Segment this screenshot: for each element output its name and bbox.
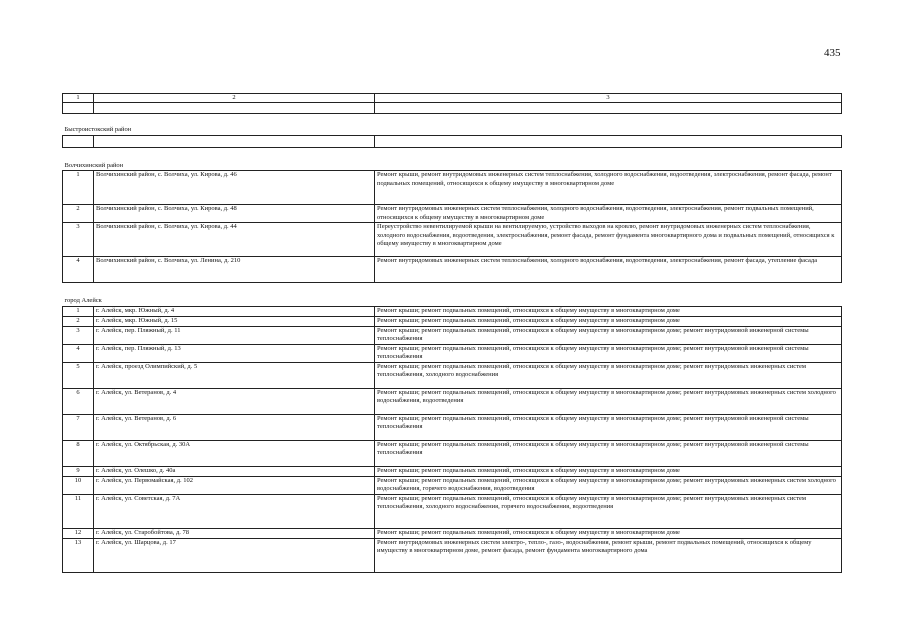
row-number: 7 [63,414,94,440]
row-works: Ремонт крыши; ремонт подвальных помещений, относящихся к общему имуществу в многоквартирном доме; ремонт внутридомовых инженерных систем теплоснабжения, холодного водоснабжения [375,362,842,388]
row-address: г. Алейск, ул. Ветеранов, д. 6 [94,414,375,440]
row-works: Ремонт внутридомовых инженерных систем теплоснабжения, холодного водоснабжения, водоотведения, электроснабжения, ремонт подвальных помещений, относящихся к общему имуществу в многоквартирном доме [375,205,842,223]
table-row [63,476,842,494]
row-works: Ремонт внутридомовых инженерных систем электро-, тепло-, газо-, водоснабжения, ремонт крыши, ремонт подвальных помещений, относящихся к общему имуществу в многоквартирном доме, ремонт фасада, ремонт фундамента многоквартирного дома [375,538,842,572]
row-address: Волчихинский район, с. Волчиха, ул. Ленина, д. 210 [94,257,375,283]
row-number: 3 [63,223,94,257]
table-header-row [63,94,842,103]
section-header-row [63,283,842,306]
row-number: 9 [63,466,94,476]
table-row [63,538,842,572]
section-header-row [63,147,842,170]
spacer-cell [375,103,842,114]
table-row [63,205,842,223]
row-works: Ремонт крыши; ремонт подвальных помещений, относящихся к общему имуществу в многоквартирном доме [375,466,842,476]
row-address: г. Алейск, ул. Старобойтова, д. 78 [94,528,375,538]
row-works: Ремонт крыши; ремонт подвальных помещений, относящихся к общему имуществу в многоквартирном доме; ремонт внутридомовых инженерных систем холодного водоснабжения, водоотведения [375,388,842,414]
row-address: г. Алейск, ул. Олешко, д. 40а [94,466,375,476]
table-row [63,440,842,466]
table-row [63,388,842,414]
row-address: г. Алейск, мкр. Южный, д. 4 [94,306,375,316]
row-number: 2 [63,316,94,326]
empty-row [63,135,842,147]
row-works: Ремонт крыши; ремонт подвальных помещений, относящихся к общему имуществу в многоквартирном доме [375,316,842,326]
row-address: г. Алейск, проезд Олимпийский, д. 5 [94,362,375,388]
row-works: Ремонт крыши; ремонт подвальных помещений, относящихся к общему имуществу в многоквартирном доме [375,306,842,316]
row-number: 5 [63,362,94,388]
row-number: 1 [63,171,94,205]
repair-table [62,93,842,573]
row-number: 8 [63,440,94,466]
empty-cell [63,135,94,147]
row-number: 11 [63,494,94,528]
table-row [63,257,842,283]
row-address: г. Алейск, пер. Пляжный, д. 11 [94,326,375,344]
section-header-row [63,114,842,135]
row-works: Ремонт внутридомовых инженерных систем теплоснабжения, холодного водоснабжения, водоотведения, электроснабжения, ремонт фасада, утепление фасада [375,257,842,283]
row-number: 4 [63,344,94,362]
section-title: Быстроистокский район [63,114,842,135]
table-row [63,362,842,388]
header-col-3: 3 [375,94,842,103]
row-works: Ремонт крыши; ремонт подвальных помещений, относящихся к общему имуществу в многоквартирном доме; ремонт внутридомовых инженерных систем теплоснабжения, холодного водоснабжения, горячего водоснабжения, водоотведения [375,494,842,528]
spacer-cell [63,103,94,114]
table-row [63,494,842,528]
spacer-row [63,103,842,114]
row-address: г. Алейск, мкр. Южный, д. 15 [94,316,375,326]
row-address: г. Алейск, пер. Пляжный, д. 13 [94,344,375,362]
row-works: Ремонт крыши; ремонт подвальных помещений, относящихся к общему имуществу в многоквартирном доме; ремонт внутридомовой инженерной системы теплоснабжения [375,326,842,344]
row-address: г. Алейск, ул. Первомайская, д. 102 [94,476,375,494]
header-col-2: 2 [94,94,375,103]
row-number: 1 [63,306,94,316]
row-works: Ремонт крыши; ремонт подвальных помещений, относящихся к общему имуществу в многоквартирном доме; ремонт внутридомовой инженерной системы теплоснабжения [375,440,842,466]
row-number: 4 [63,257,94,283]
table-row [63,223,842,257]
row-address: Волчихинский район, с. Волчиха, ул. Кирова, д. 44 [94,223,375,257]
table-row [63,171,842,205]
row-works: Ремонт крыши, ремонт внутридомовых инженерных систем теплоснабжения, холодного водоснабжения, водоотведения, электроснабжения, ремонт фасада, ремонт подвальных помещений, относящихся к общему имуществу в многоквартирном доме [375,171,842,205]
table-row [63,316,842,326]
row-works: Переустройство невентилируемой крыши на вентилируемую, устройство выходов на кровлю, ремонт внутридомовых инженерных систем теплоснабжения, холодного водоснабжения, водоотведения, электроснабжения, ремонт фасада, ремонт фундамента многоквартирного дома и подвальных помещений, относящихся к общему имуществу в многоквартирном доме [375,223,842,257]
table-row [63,344,842,362]
table-row [63,466,842,476]
row-address: Волчихинский район, с. Волчиха, ул. Кирова, д. 48 [94,205,375,223]
row-works: Ремонт крыши; ремонт подвальных помещений, относящихся к общему имуществу в многоквартирном доме [375,528,842,538]
row-address: Волчихинский район, с. Волчиха, ул. Кирова, д. 46 [94,171,375,205]
empty-cell [375,135,842,147]
row-address: г. Алейск, ул. Ветеранов, д. 4 [94,388,375,414]
spacer-cell [94,103,375,114]
row-number: 3 [63,326,94,344]
row-address: г. Алейск, ул. Шарцова, д. 17 [94,538,375,572]
section-title: Волчихинский район [63,147,842,170]
row-number: 10 [63,476,94,494]
row-number: 2 [63,205,94,223]
row-number: 12 [63,528,94,538]
page-number: 435 [824,47,841,59]
table-row [63,414,842,440]
row-works: Ремонт крыши; ремонт подвальных помещений, относящихся к общему имуществу в многоквартирном доме; ремонт внутридомовых инженерных систем холодного водоснабжения, горячего водоснабжения, водоотведения [375,476,842,494]
table-row [63,326,842,344]
row-works: Ремонт крыши; ремонт подвальных помещений, относящихся к общему имуществу в многоквартирном доме; ремонт внутридомовой инженерной системы теплоснабжения [375,344,842,362]
row-number: 13 [63,538,94,572]
row-address: г. Алейск, ул. Советская, д. 7А [94,494,375,528]
header-col-1: 1 [63,94,94,103]
row-works: Ремонт крыши; ремонт подвальных помещений, относящихся к общему имуществу в многоквартирном доме; ремонт внутридомовой инженерной системы теплоснабжения [375,414,842,440]
table-row [63,306,842,316]
row-number: 6 [63,388,94,414]
section-title: город Алейск [63,283,842,306]
table-row [63,528,842,538]
empty-cell [94,135,375,147]
row-address: г. Алейск, ул. Октябрьская, д. 30А [94,440,375,466]
